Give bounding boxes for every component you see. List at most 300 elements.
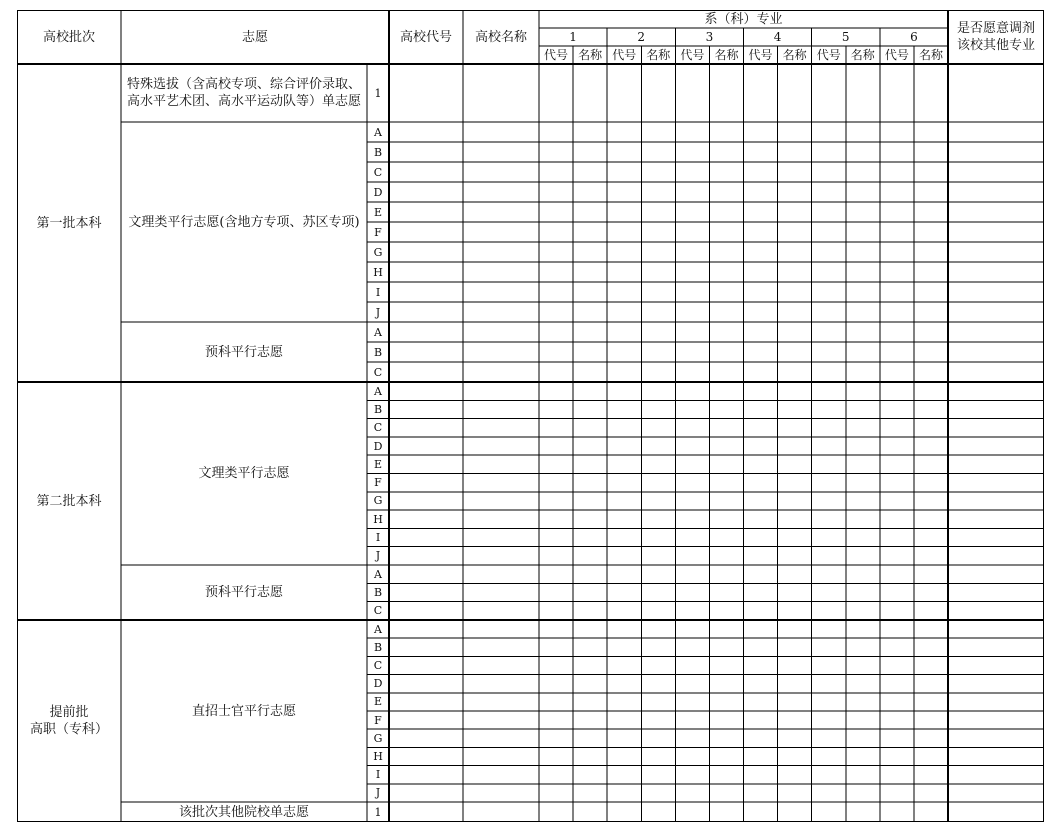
entry-cell[interactable]	[389, 675, 463, 693]
entry-cell[interactable]	[539, 64, 573, 122]
entry-cell[interactable]	[778, 547, 812, 565]
entry-cell[interactable]	[709, 455, 743, 473]
entry-cell[interactable]	[675, 182, 709, 202]
entry-cell[interactable]	[778, 122, 812, 142]
entry-cell[interactable]	[914, 802, 948, 822]
entry-cell[interactable]	[744, 262, 778, 282]
entry-cell[interactable]	[573, 583, 607, 601]
entry-cell[interactable]	[812, 492, 846, 510]
entry-cell[interactable]	[744, 282, 778, 302]
entry-cell[interactable]	[539, 419, 573, 437]
entry-cell[interactable]	[880, 437, 914, 455]
entry-cell[interactable]	[675, 242, 709, 262]
entry-cell[interactable]	[607, 242, 641, 262]
entry-cell[interactable]	[389, 784, 463, 802]
entry-cell[interactable]	[573, 382, 607, 400]
entry-cell[interactable]	[389, 510, 463, 528]
entry-cell[interactable]	[607, 342, 641, 362]
entry-cell[interactable]	[846, 202, 880, 222]
entry-cell[interactable]	[675, 547, 709, 565]
entry-cell[interactable]	[914, 711, 948, 729]
entry-cell[interactable]	[880, 784, 914, 802]
entry-cell[interactable]	[744, 222, 778, 242]
entry-cell[interactable]	[778, 362, 812, 382]
entry-cell[interactable]	[573, 122, 607, 142]
entry-cell[interactable]	[812, 242, 846, 262]
entry-cell[interactable]	[641, 437, 675, 455]
entry-cell[interactable]	[709, 638, 743, 656]
entry-cell[interactable]	[948, 162, 1044, 182]
entry-cell[interactable]	[744, 162, 778, 182]
entry-cell[interactable]	[778, 142, 812, 162]
entry-cell[interactable]	[880, 322, 914, 342]
entry-cell[interactable]	[948, 202, 1044, 222]
entry-cell[interactable]	[914, 382, 948, 400]
entry-cell[interactable]	[812, 583, 846, 601]
entry-cell[interactable]	[846, 602, 880, 620]
entry-cell[interactable]	[463, 565, 539, 583]
entry-cell[interactable]	[880, 362, 914, 382]
entry-cell[interactable]	[641, 547, 675, 565]
entry-cell[interactable]	[880, 302, 914, 322]
entry-cell[interactable]	[709, 182, 743, 202]
entry-cell[interactable]	[641, 419, 675, 437]
entry-cell[interactable]	[641, 302, 675, 322]
entry-cell[interactable]	[675, 302, 709, 322]
entry-cell[interactable]	[607, 656, 641, 674]
entry-cell[interactable]	[880, 510, 914, 528]
entry-cell[interactable]	[778, 766, 812, 784]
entry-cell[interactable]	[914, 528, 948, 546]
entry-cell[interactable]	[573, 142, 607, 162]
entry-cell[interactable]	[389, 242, 463, 262]
entry-cell[interactable]	[812, 455, 846, 473]
entry-cell[interactable]	[675, 766, 709, 784]
entry-cell[interactable]	[675, 675, 709, 693]
entry-cell[interactable]	[675, 362, 709, 382]
entry-cell[interactable]	[607, 122, 641, 142]
entry-cell[interactable]	[607, 282, 641, 302]
entry-cell[interactable]	[744, 492, 778, 510]
entry-cell[interactable]	[641, 342, 675, 362]
entry-cell[interactable]	[641, 122, 675, 142]
entry-cell[interactable]	[846, 262, 880, 282]
entry-cell[interactable]	[846, 474, 880, 492]
entry-cell[interactable]	[948, 547, 1044, 565]
entry-cell[interactable]	[846, 802, 880, 822]
entry-cell[interactable]	[675, 802, 709, 822]
entry-cell[interactable]	[539, 711, 573, 729]
entry-cell[interactable]	[880, 656, 914, 674]
entry-cell[interactable]	[675, 784, 709, 802]
entry-cell[interactable]	[539, 282, 573, 302]
entry-cell[interactable]	[463, 122, 539, 142]
entry-cell[interactable]	[744, 362, 778, 382]
entry-cell[interactable]	[573, 747, 607, 765]
entry-cell[interactable]	[778, 182, 812, 202]
entry-cell[interactable]	[389, 711, 463, 729]
entry-cell[interactable]	[880, 419, 914, 437]
entry-cell[interactable]	[744, 729, 778, 747]
entry-cell[interactable]	[641, 400, 675, 418]
entry-cell[interactable]	[948, 382, 1044, 400]
entry-cell[interactable]	[389, 282, 463, 302]
entry-cell[interactable]	[709, 675, 743, 693]
entry-cell[interactable]	[744, 242, 778, 262]
entry-cell[interactable]	[744, 400, 778, 418]
entry-cell[interactable]	[389, 400, 463, 418]
entry-cell[interactable]	[709, 142, 743, 162]
entry-cell[interactable]	[573, 302, 607, 322]
entry-cell[interactable]	[744, 802, 778, 822]
entry-cell[interactable]	[539, 766, 573, 784]
entry-cell[interactable]	[709, 510, 743, 528]
entry-cell[interactable]	[675, 262, 709, 282]
entry-cell[interactable]	[812, 419, 846, 437]
entry-cell[interactable]	[812, 162, 846, 182]
entry-cell[interactable]	[463, 638, 539, 656]
entry-cell[interactable]	[607, 474, 641, 492]
entry-cell[interactable]	[675, 711, 709, 729]
entry-cell[interactable]	[914, 400, 948, 418]
entry-cell[interactable]	[709, 262, 743, 282]
entry-cell[interactable]	[607, 382, 641, 400]
entry-cell[interactable]	[573, 455, 607, 473]
entry-cell[interactable]	[778, 322, 812, 342]
entry-cell[interactable]	[948, 122, 1044, 142]
entry-cell[interactable]	[675, 747, 709, 765]
entry-cell[interactable]	[778, 342, 812, 362]
entry-cell[interactable]	[463, 547, 539, 565]
entry-cell[interactable]	[812, 711, 846, 729]
entry-cell[interactable]	[607, 222, 641, 242]
entry-cell[interactable]	[812, 766, 846, 784]
entry-cell[interactable]	[573, 282, 607, 302]
entry-cell[interactable]	[463, 474, 539, 492]
entry-cell[interactable]	[607, 802, 641, 822]
entry-cell[interactable]	[709, 766, 743, 784]
entry-cell[interactable]	[539, 547, 573, 565]
entry-cell[interactable]	[744, 202, 778, 222]
entry-cell[interactable]	[778, 492, 812, 510]
entry-cell[interactable]	[846, 400, 880, 418]
entry-cell[interactable]	[914, 302, 948, 322]
entry-cell[interactable]	[641, 222, 675, 242]
entry-cell[interactable]	[607, 675, 641, 693]
entry-cell[interactable]	[463, 64, 539, 122]
entry-cell[interactable]	[914, 64, 948, 122]
entry-cell[interactable]	[744, 64, 778, 122]
entry-cell[interactable]	[709, 565, 743, 583]
entry-cell[interactable]	[914, 222, 948, 242]
entry-cell[interactable]	[573, 510, 607, 528]
entry-cell[interactable]	[778, 620, 812, 638]
entry-cell[interactable]	[914, 747, 948, 765]
entry-cell[interactable]	[948, 766, 1044, 784]
entry-cell[interactable]	[463, 419, 539, 437]
entry-cell[interactable]	[607, 528, 641, 546]
entry-cell[interactable]	[709, 122, 743, 142]
entry-cell[interactable]	[573, 547, 607, 565]
entry-cell[interactable]	[463, 222, 539, 242]
entry-cell[interactable]	[812, 222, 846, 242]
entry-cell[interactable]	[463, 162, 539, 182]
entry-cell[interactable]	[812, 656, 846, 674]
entry-cell[interactable]	[573, 565, 607, 583]
entry-cell[interactable]	[948, 729, 1044, 747]
entry-cell[interactable]	[463, 675, 539, 693]
entry-cell[interactable]	[914, 620, 948, 638]
entry-cell[interactable]	[389, 262, 463, 282]
entry-cell[interactable]	[744, 142, 778, 162]
entry-cell[interactable]	[573, 766, 607, 784]
entry-cell[interactable]	[744, 182, 778, 202]
entry-cell[interactable]	[880, 802, 914, 822]
entry-cell[interactable]	[539, 528, 573, 546]
entry-cell[interactable]	[539, 122, 573, 142]
entry-cell[interactable]	[744, 747, 778, 765]
entry-cell[interactable]	[607, 64, 641, 122]
entry-cell[interactable]	[539, 262, 573, 282]
entry-cell[interactable]	[607, 202, 641, 222]
entry-cell[interactable]	[914, 784, 948, 802]
entry-cell[interactable]	[948, 282, 1044, 302]
entry-cell[interactable]	[573, 729, 607, 747]
entry-cell[interactable]	[846, 419, 880, 437]
entry-cell[interactable]	[778, 802, 812, 822]
entry-cell[interactable]	[389, 437, 463, 455]
entry-cell[interactable]	[675, 455, 709, 473]
entry-cell[interactable]	[914, 474, 948, 492]
entry-cell[interactable]	[607, 510, 641, 528]
entry-cell[interactable]	[812, 282, 846, 302]
entry-cell[interactable]	[880, 162, 914, 182]
entry-cell[interactable]	[880, 222, 914, 242]
entry-cell[interactable]	[778, 382, 812, 400]
entry-cell[interactable]	[539, 202, 573, 222]
entry-cell[interactable]	[778, 302, 812, 322]
entry-cell[interactable]	[914, 729, 948, 747]
entry-cell[interactable]	[463, 747, 539, 765]
entry-cell[interactable]	[675, 419, 709, 437]
entry-cell[interactable]	[641, 242, 675, 262]
entry-cell[interactable]	[539, 729, 573, 747]
entry-cell[interactable]	[778, 638, 812, 656]
entry-cell[interactable]	[914, 182, 948, 202]
entry-cell[interactable]	[948, 656, 1044, 674]
entry-cell[interactable]	[389, 382, 463, 400]
entry-cell[interactable]	[573, 162, 607, 182]
entry-cell[interactable]	[607, 322, 641, 342]
entry-cell[interactable]	[812, 64, 846, 122]
entry-cell[interactable]	[463, 437, 539, 455]
entry-cell[interactable]	[948, 455, 1044, 473]
entry-cell[interactable]	[778, 282, 812, 302]
entry-cell[interactable]	[846, 547, 880, 565]
entry-cell[interactable]	[948, 419, 1044, 437]
entry-cell[interactable]	[914, 419, 948, 437]
entry-cell[interactable]	[463, 342, 539, 362]
entry-cell[interactable]	[675, 142, 709, 162]
entry-cell[interactable]	[573, 182, 607, 202]
entry-cell[interactable]	[948, 510, 1044, 528]
entry-cell[interactable]	[607, 693, 641, 711]
entry-cell[interactable]	[573, 474, 607, 492]
entry-cell[interactable]	[607, 602, 641, 620]
entry-cell[interactable]	[641, 362, 675, 382]
entry-cell[interactable]	[641, 474, 675, 492]
entry-cell[interactable]	[709, 583, 743, 601]
entry-cell[interactable]	[675, 122, 709, 142]
entry-cell[interactable]	[389, 528, 463, 546]
entry-cell[interactable]	[709, 747, 743, 765]
entry-cell[interactable]	[778, 64, 812, 122]
entry-cell[interactable]	[948, 565, 1044, 583]
entry-cell[interactable]	[539, 455, 573, 473]
entry-cell[interactable]	[709, 693, 743, 711]
entry-cell[interactable]	[880, 729, 914, 747]
entry-cell[interactable]	[607, 766, 641, 784]
entry-cell[interactable]	[846, 282, 880, 302]
entry-cell[interactable]	[607, 182, 641, 202]
entry-cell[interactable]	[539, 400, 573, 418]
entry-cell[interactable]	[778, 602, 812, 620]
entry-cell[interactable]	[778, 262, 812, 282]
entry-cell[interactable]	[812, 182, 846, 202]
entry-cell[interactable]	[744, 437, 778, 455]
entry-cell[interactable]	[812, 802, 846, 822]
entry-cell[interactable]	[812, 362, 846, 382]
entry-cell[interactable]	[880, 142, 914, 162]
entry-cell[interactable]	[573, 242, 607, 262]
entry-cell[interactable]	[880, 262, 914, 282]
entry-cell[interactable]	[573, 400, 607, 418]
entry-cell[interactable]	[709, 162, 743, 182]
entry-cell[interactable]	[607, 162, 641, 182]
entry-cell[interactable]	[812, 784, 846, 802]
entry-cell[interactable]	[607, 583, 641, 601]
entry-cell[interactable]	[846, 528, 880, 546]
entry-cell[interactable]	[846, 122, 880, 142]
entry-cell[interactable]	[573, 675, 607, 693]
entry-cell[interactable]	[880, 528, 914, 546]
entry-cell[interactable]	[389, 222, 463, 242]
entry-cell[interactable]	[463, 242, 539, 262]
entry-cell[interactable]	[675, 620, 709, 638]
entry-cell[interactable]	[641, 693, 675, 711]
entry-cell[interactable]	[914, 322, 948, 342]
entry-cell[interactable]	[914, 455, 948, 473]
entry-cell[interactable]	[573, 437, 607, 455]
entry-cell[interactable]	[607, 565, 641, 583]
entry-cell[interactable]	[948, 528, 1044, 546]
entry-cell[interactable]	[607, 620, 641, 638]
entry-cell[interactable]	[744, 565, 778, 583]
entry-cell[interactable]	[778, 474, 812, 492]
entry-cell[interactable]	[914, 162, 948, 182]
entry-cell[interactable]	[812, 202, 846, 222]
entry-cell[interactable]	[539, 675, 573, 693]
entry-cell[interactable]	[709, 729, 743, 747]
entry-cell[interactable]	[914, 262, 948, 282]
entry-cell[interactable]	[880, 182, 914, 202]
entry-cell[interactable]	[539, 242, 573, 262]
entry-cell[interactable]	[914, 437, 948, 455]
entry-cell[interactable]	[573, 656, 607, 674]
entry-cell[interactable]	[744, 766, 778, 784]
entry-cell[interactable]	[641, 729, 675, 747]
entry-cell[interactable]	[463, 362, 539, 382]
entry-cell[interactable]	[914, 202, 948, 222]
entry-cell[interactable]	[641, 747, 675, 765]
entry-cell[interactable]	[709, 202, 743, 222]
entry-cell[interactable]	[744, 455, 778, 473]
entry-cell[interactable]	[539, 638, 573, 656]
entry-cell[interactable]	[573, 362, 607, 382]
entry-cell[interactable]	[641, 262, 675, 282]
entry-cell[interactable]	[846, 342, 880, 362]
entry-cell[interactable]	[573, 620, 607, 638]
entry-cell[interactable]	[641, 711, 675, 729]
entry-cell[interactable]	[607, 262, 641, 282]
entry-cell[interactable]	[573, 222, 607, 242]
entry-cell[interactable]	[389, 419, 463, 437]
entry-cell[interactable]	[880, 242, 914, 262]
entry-cell[interactable]	[948, 675, 1044, 693]
entry-cell[interactable]	[709, 362, 743, 382]
entry-cell[interactable]	[880, 638, 914, 656]
entry-cell[interactable]	[389, 693, 463, 711]
entry-cell[interactable]	[389, 620, 463, 638]
entry-cell[interactable]	[539, 620, 573, 638]
entry-cell[interactable]	[389, 766, 463, 784]
entry-cell[interactable]	[675, 565, 709, 583]
entry-cell[interactable]	[675, 602, 709, 620]
entry-cell[interactable]	[778, 455, 812, 473]
entry-cell[interactable]	[463, 382, 539, 400]
entry-cell[interactable]	[744, 547, 778, 565]
entry-cell[interactable]	[812, 437, 846, 455]
entry-cell[interactable]	[607, 302, 641, 322]
entry-cell[interactable]	[389, 122, 463, 142]
entry-cell[interactable]	[778, 583, 812, 601]
entry-cell[interactable]	[675, 729, 709, 747]
entry-cell[interactable]	[539, 302, 573, 322]
entry-cell[interactable]	[709, 528, 743, 546]
entry-cell[interactable]	[846, 766, 880, 784]
entry-cell[interactable]	[641, 675, 675, 693]
entry-cell[interactable]	[463, 784, 539, 802]
entry-cell[interactable]	[539, 565, 573, 583]
entry-cell[interactable]	[709, 282, 743, 302]
entry-cell[interactable]	[389, 602, 463, 620]
entry-cell[interactable]	[463, 282, 539, 302]
entry-cell[interactable]	[744, 322, 778, 342]
entry-cell[interactable]	[539, 693, 573, 711]
entry-cell[interactable]	[539, 182, 573, 202]
entry-cell[interactable]	[914, 242, 948, 262]
entry-cell[interactable]	[573, 202, 607, 222]
entry-cell[interactable]	[539, 802, 573, 822]
entry-cell[interactable]	[641, 162, 675, 182]
entry-cell[interactable]	[880, 474, 914, 492]
entry-cell[interactable]	[948, 342, 1044, 362]
entry-cell[interactable]	[607, 437, 641, 455]
entry-cell[interactable]	[880, 342, 914, 362]
entry-cell[interactable]	[675, 528, 709, 546]
entry-cell[interactable]	[914, 583, 948, 601]
entry-cell[interactable]	[463, 202, 539, 222]
